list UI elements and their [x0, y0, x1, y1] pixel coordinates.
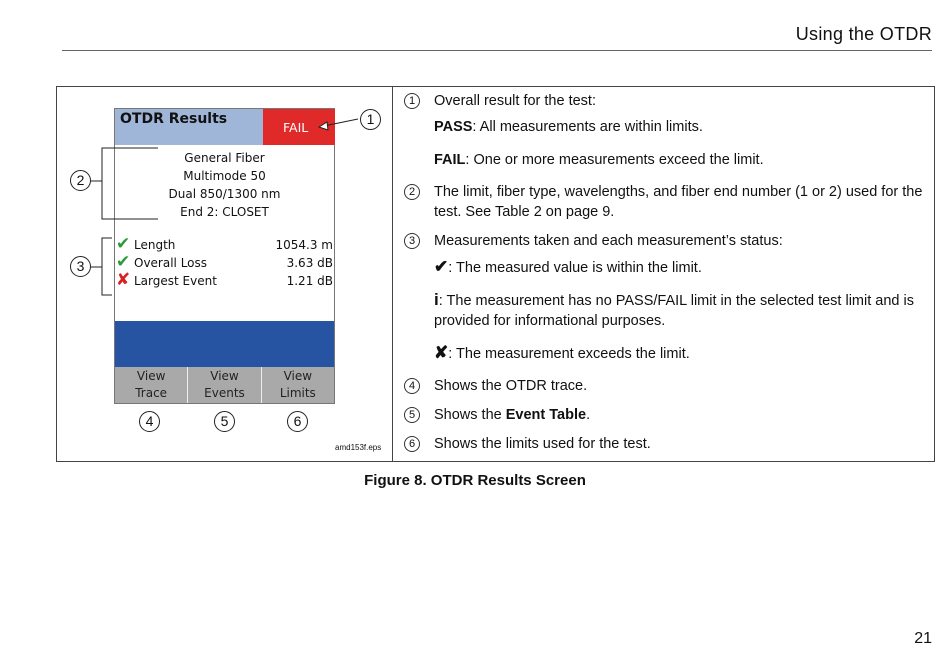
event-table-label: Event Table	[505, 407, 587, 423]
legend-number: 3	[404, 233, 420, 249]
callout-leaders	[57, 87, 392, 461]
callout-4: 4	[139, 411, 160, 432]
legend-number: 5	[404, 407, 420, 423]
pass-text: : All measurements are within limits.	[472, 119, 703, 135]
legend-text: Overall result for the test:	[434, 93, 596, 109]
callout-3: 3	[70, 256, 91, 277]
legend-text: Shows the limits used for the test.	[434, 436, 651, 452]
legend-item-3	[404, 231, 924, 251]
button-label-line1: View	[210, 369, 239, 383]
legend-text: Shows the	[434, 407, 506, 423]
check-icon: ✔	[116, 234, 131, 254]
fiber-type: General Fiber	[184, 151, 265, 165]
x-text: : The measurement exceeds the limit.	[448, 346, 690, 362]
measurement-label: Largest Event	[134, 274, 217, 288]
measurement-value: 1054.3 m	[275, 238, 333, 252]
legend-item-5	[404, 405, 924, 425]
info-icon: i	[434, 290, 439, 309]
screen-title: OTDR Results	[120, 111, 228, 127]
callout-6: 6	[287, 411, 308, 432]
legend-text: The limit, fiber type, wavelengths, and fiber end number (1 or 2) used for the test. See Table 2 on page 9.	[434, 184, 923, 220]
page-number: 21	[914, 630, 932, 647]
fail-label: FAIL	[283, 120, 309, 135]
info-text: : The measurement has no PASS/FAIL limit in the selected test limit and is provided for informational purposes.	[434, 293, 914, 329]
legend-text: .	[586, 407, 591, 423]
legend-text: Shows the OTDR trace.	[434, 378, 588, 394]
fig-divider	[392, 87, 393, 461]
legend-item-2	[404, 182, 924, 222]
measurement-value: 3.63 dB	[286, 256, 333, 270]
page-header-title: Using the OTDR	[795, 24, 932, 44]
legend-item-4	[404, 376, 924, 396]
button-label-line2: Events	[204, 386, 245, 400]
fail-text: : One or more measurements exceed the limit.	[465, 152, 764, 168]
legend-item-1	[404, 91, 924, 111]
button-label-line2: Limits	[279, 386, 316, 400]
x-icon: ✘	[434, 343, 449, 362]
pass-label: PASS	[434, 119, 473, 135]
fail-text-label: FAIL	[434, 152, 466, 168]
legend-pass	[404, 117, 924, 137]
button-label-line1: View	[136, 369, 166, 383]
legend-number: 1	[404, 93, 420, 109]
legend-check	[404, 257, 924, 278]
legend-number: 6	[404, 436, 420, 452]
callout-2: 2	[70, 170, 91, 191]
fiber-mode: Multimode 50	[183, 169, 266, 183]
legend-text: Measurements taken and each measurement’s status:	[434, 233, 783, 249]
measurement-label: Length	[134, 238, 176, 252]
legend-item-6	[404, 434, 924, 454]
bracket-2	[102, 148, 158, 219]
callout-1-arrowhead	[319, 122, 328, 130]
legend-info	[404, 290, 924, 331]
legend-x	[404, 343, 924, 364]
figure-file-label: amd153f.eps	[335, 443, 382, 452]
check-text: : The measured value is within the limit.	[448, 260, 702, 276]
legend-number: 4	[404, 378, 420, 394]
check-icon: ✔	[434, 257, 449, 276]
legend	[404, 91, 924, 454]
button-label-line1: View	[283, 369, 313, 383]
figure-box	[56, 86, 935, 462]
button-label-line2: Trace	[135, 386, 168, 400]
callout-5: 5	[214, 411, 235, 432]
header-rule	[62, 50, 932, 51]
callout-1: 1	[360, 109, 381, 130]
legend-number: 2	[404, 184, 420, 200]
bracket-3	[102, 238, 112, 295]
check-icon: ✔	[116, 252, 131, 272]
fiber-end: End 2: CLOSET	[180, 205, 269, 219]
figure-caption: Figure 8. OTDR Results Screen	[364, 472, 586, 489]
wavelengths: Dual 850/1300 nm	[168, 187, 281, 201]
measurement-value: 1.21 dB	[286, 274, 333, 288]
measurement-label: Overall Loss	[134, 256, 208, 270]
x-icon: ✘	[116, 270, 131, 290]
legend-fail	[404, 150, 924, 170]
